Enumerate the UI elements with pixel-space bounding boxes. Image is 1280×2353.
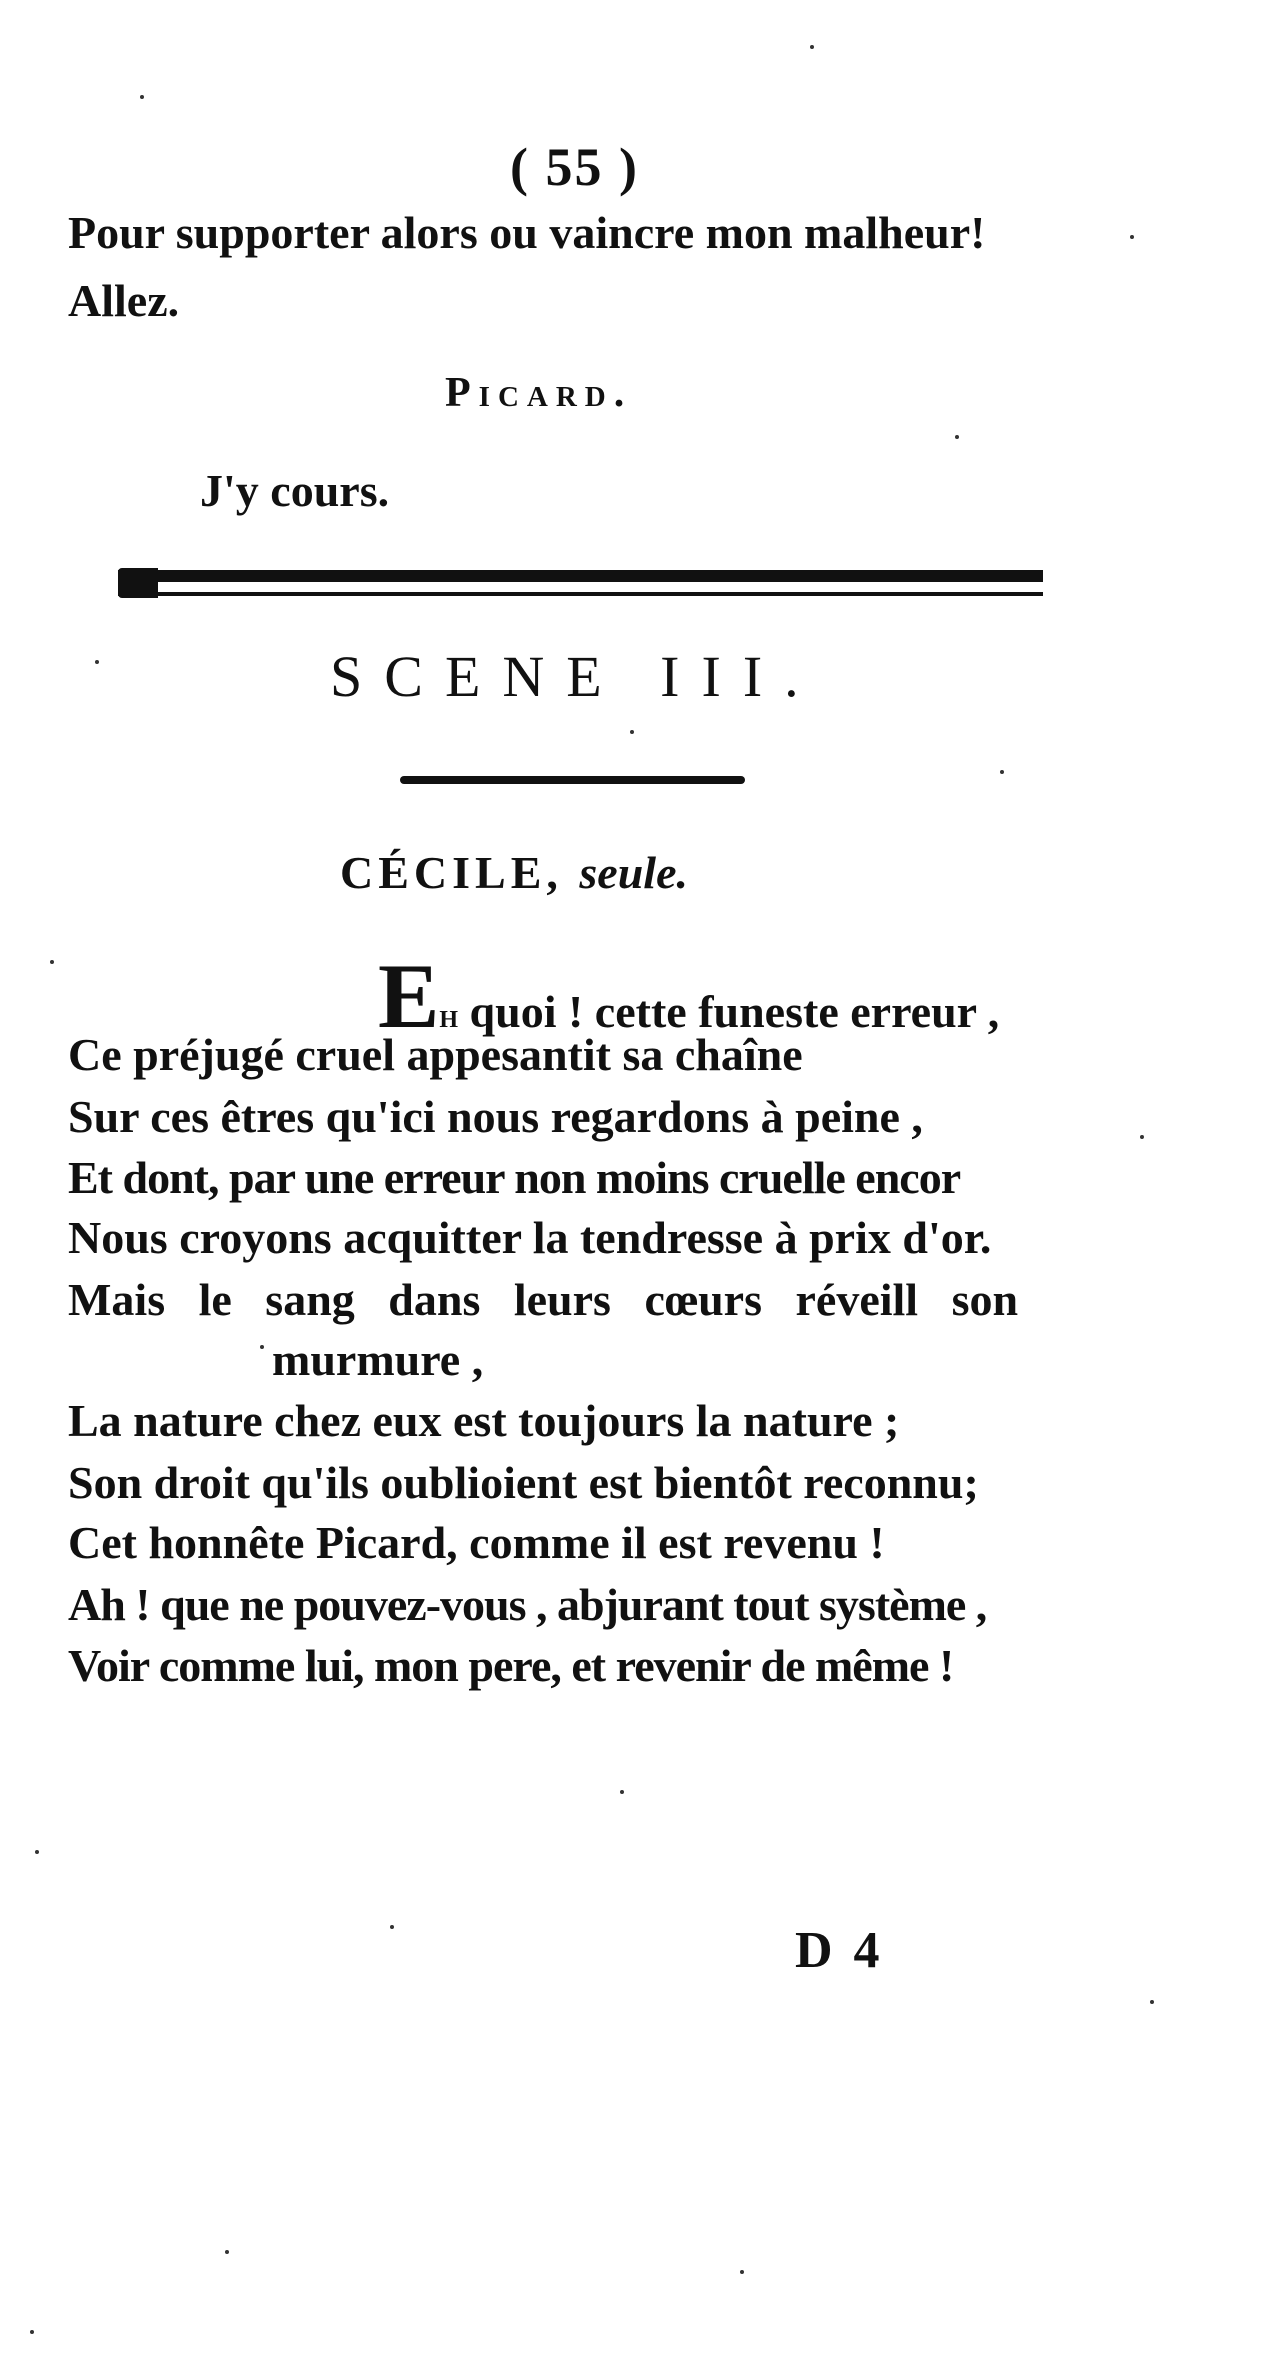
verse-line: Mais le sang dans leurs cœurs réveill son (68, 1274, 1019, 1325)
verse-line: Allez. (68, 275, 180, 326)
scan-speck (1150, 2000, 1154, 2004)
verse-line-continued: murmure , (272, 1334, 484, 1385)
scan-speck (225, 2250, 229, 2254)
scan-speck (260, 1345, 264, 1349)
verse-line: Ah ! que ne pouvez-vous , abjurant tout système , (68, 1579, 987, 1630)
scan-speck (1130, 235, 1134, 239)
drop-cap: E (378, 945, 440, 1047)
scan-speck (630, 730, 634, 734)
scan-speck (620, 1790, 624, 1794)
signature-mark: D 4 (795, 1922, 884, 1979)
verse-text: quoi ! cette funeste erreur , (458, 986, 1000, 1037)
verse-line: La nature chez eux est toujours la nature ; (68, 1395, 900, 1446)
scan-speck (810, 45, 814, 49)
scene-title: SCENE III. (330, 644, 821, 709)
scan-speck (740, 2270, 744, 2274)
verse-line: Cet honnête Picard, comme il est revenu ! (68, 1517, 885, 1568)
speaker-name: Picard. (445, 370, 633, 416)
page-number: ( 55 ) (510, 137, 639, 197)
verse-line: Pour supporter alors ou vaincre mon malheur! (68, 207, 986, 258)
small-caps-text: h (439, 998, 459, 1035)
verse-line: Nous croyons acquitter la tendresse à prix d'or. (68, 1212, 992, 1263)
reply-line: J'y cours. (200, 465, 390, 516)
scan-speck (30, 2330, 34, 2334)
scan-speck (95, 660, 99, 664)
section-rule-thick (118, 570, 1043, 582)
verse-line: Ce préjugé cruel appesantit sa chaîne (68, 1029, 803, 1080)
scene-rule (400, 776, 745, 784)
section-rule-thin (118, 592, 1043, 596)
speaker-name: CÉCILE, (340, 847, 563, 898)
verse-line: Son droit qu'ils oublioient est bientôt reconnu; (68, 1457, 979, 1508)
scan-speck (1140, 1135, 1144, 1139)
verse-line: Voir comme lui, mon pere, et revenir de même ! (68, 1640, 954, 1691)
scan-speck (955, 435, 959, 439)
scan-speck (35, 1850, 39, 1854)
scene-speaker (340, 847, 688, 898)
scan-speck (390, 1925, 394, 1929)
verse-line: Sur ces êtres qu'ici nous regardons à peine , (68, 1091, 923, 1142)
scan-speck (50, 960, 54, 964)
verse-line: Et dont, par une erreur non moins cruelle encor (68, 1152, 961, 1203)
scan-speck (1000, 770, 1004, 774)
stage-direction: seule. (579, 847, 688, 898)
scan-speck (140, 95, 144, 99)
